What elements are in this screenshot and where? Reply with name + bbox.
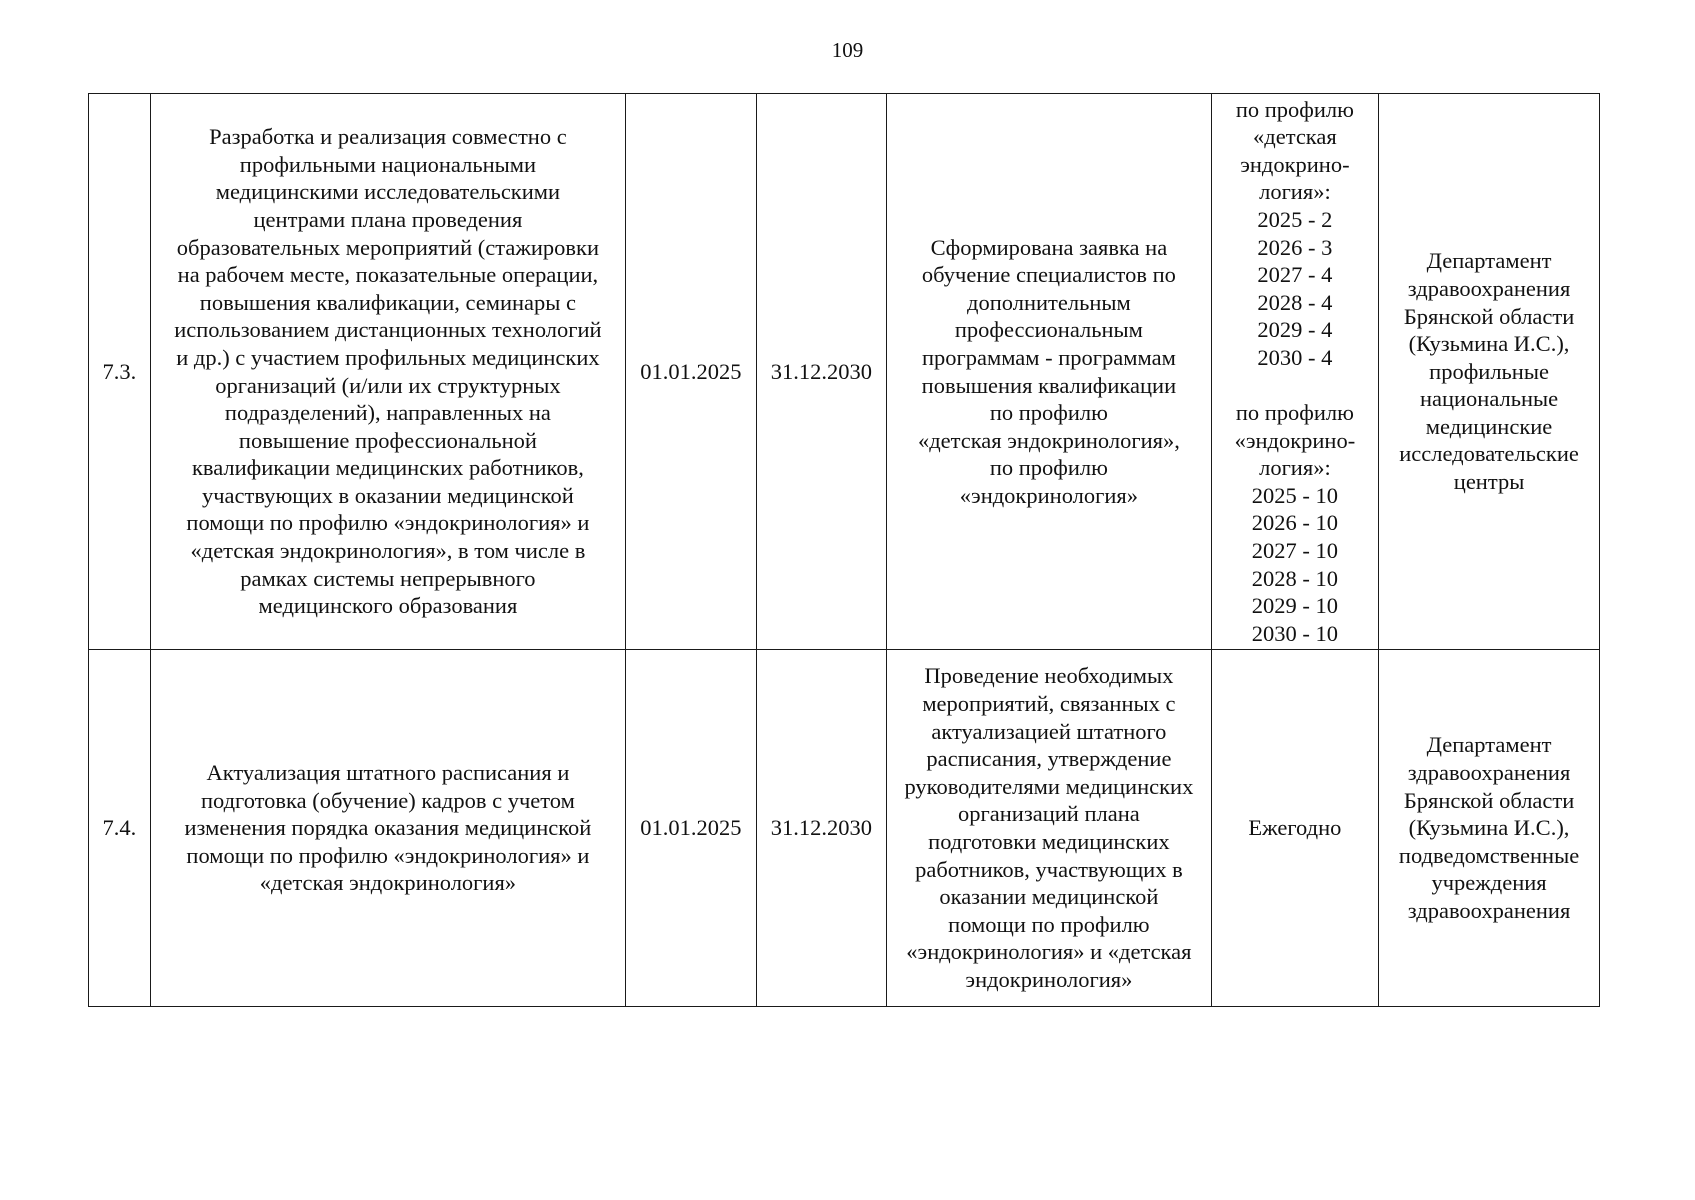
indicator-cell: Ежегодно <box>1211 650 1378 1007</box>
table-row <box>89 650 1600 1007</box>
start-date-cell: 01.01.2025 <box>626 650 756 1007</box>
end-date-cell: 31.12.2030 <box>756 650 886 1007</box>
row-number: 7.4. <box>89 650 151 1007</box>
indicator-cell: по профилю «детская эндокрино- логия»: 2025 - 2 2026 - 3 2027 - 4 2028 - 4 2029 - 4 2030 - 4 по профилю «эндокрино- логия»: 2025 - 10 2026 - 10 2027 - 10 2028 - 10 2029 - 10 2030 - 10 <box>1211 94 1378 650</box>
activity-cell: Актуализация штатного расписания и подготовка (обучение) кадров с учетом изменения порядка оказания медицинской помощи по профилю «эндокринология» и «детская эндокринология» <box>150 650 626 1007</box>
page-number: 109 <box>831 38 864 62</box>
table-row <box>89 94 1600 650</box>
responsible-cell: Департамент здравоохранения Брянской области (Кузьмина И.С.), подведомственные учреждения здравоохранения <box>1379 650 1600 1007</box>
result-cell: Сформирована заявка на обучение специалистов по дополнительным профессиональным программам - программам повышения квалификации по профилю «детская эндокринология», по профилю «эндокринология» <box>887 94 1212 650</box>
responsible-cell: Департамент здравоохранения Брянской области (Кузьмина И.С.), профильные национальные медицинские исследовательские центры <box>1379 94 1600 650</box>
result-cell: Проведение необходимых мероприятий, связанных с актуализацией штатного расписания, утверждение руководителями медицинских организаций плана подготовки медицинских работников, участвующих в оказании медицинской помощи по профилю «эндокринология» и «детская эндокринология» <box>887 650 1212 1007</box>
row-number: 7.3. <box>89 94 151 650</box>
activity-cell: Разработка и реализация совместно с профильными национальными медицинскими исследовательскими центрами плана проведения образовательных мероприятий (стажировки на рабочем месте, показательные операции, повышения квалификации, семинары с использованием дистанционных технологий и др.) с участием профильных медицинских организаций (и/или их структурных подразделений), направленных на повышение профессиональной квалификации медицинских работников, участвующих в оказании медицинской помощи по профилю «эндокринология» и «детская эндокринология», в том числе в рамках системы непрерывного медицинского образования <box>150 94 626 650</box>
start-date-cell: 01.01.2025 <box>626 94 756 650</box>
end-date-cell: 31.12.2030 <box>756 94 886 650</box>
measures-table <box>88 93 1600 1007</box>
